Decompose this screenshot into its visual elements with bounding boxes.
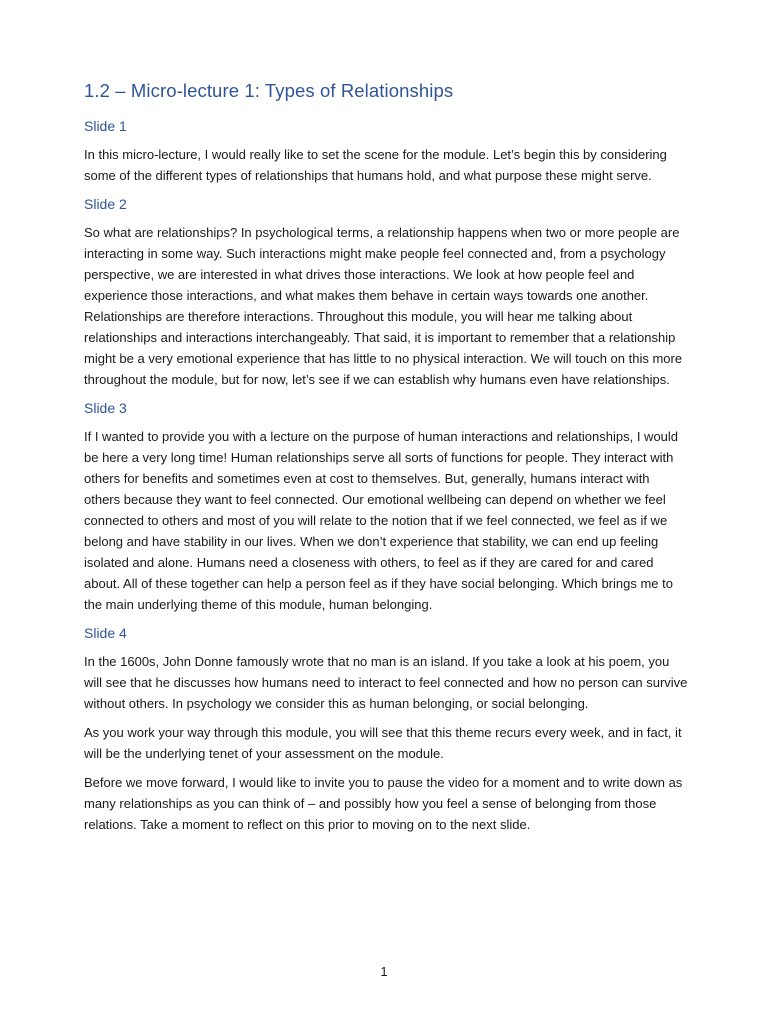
document-page <box>84 78 688 843</box>
paragraph: As you work your way through this module, you will see that this theme recurs every week, and in fact, it will be the underlying tenet of your assessment on the module. <box>84 725 682 761</box>
paragraph: So what are relationships? In psychological terms, a relationship happens when two or more people are interacting in some way. Such interactions might make people feel connected and, from a psychology perspective, we are interested in what drives those interactions. We look at how people feel and experience those interactions, and what makes them behave in certain ways towards one another. Relationships are therefore interactions. Throughout this module, you will hear me talking about relationships and interactions interchangeably. That said, it is important to remember that a relationship might be a very emotional experience that has little to no physical interaction. We will touch on this more throughout the module, but for now, let’s see if we can establish why humans even have relationships. <box>84 225 683 387</box>
slide-heading: Slide 2 <box>84 196 127 212</box>
section-slide-3 <box>84 398 688 615</box>
paragraph: In this micro-lecture, I would really like to set the scene for the module. Let’s begin this by considering some of the different types of relationships that humans hold, and what purpose these might serve. <box>84 147 667 183</box>
slide-heading: Slide 4 <box>84 625 127 641</box>
document-title: 1.2 – Micro-lecture 1: Types of Relationships <box>84 80 454 101</box>
section-slide-1 <box>84 116 688 186</box>
paragraph: Before we move forward, I would like to invite you to pause the video for a moment and to write down as many relationships as you can think of – and possibly how you feel a sense of belonging from those relations. Take a moment to reflect on this prior to moving on to the next slide. <box>84 775 683 832</box>
section-slide-2 <box>84 194 688 390</box>
paragraph: If I wanted to provide you with a lecture on the purpose of human interactions and relationships, I would be here a very long time! Human relationships serve all sorts of functions for people. They interact with others for benefits and sometimes even at cost to themselves. But, generally, humans interact with others because they want to feel connected. Our emotional wellbeing can depend on whether we feel connected to others and most of you will relate to the notion that if we feel connected, we feel as if we belong and have stability in our lives. When we don’t experience that stability, we can end up feeling isolated and alone. Humans need a closeness with others, to feel as if they are cared for and cared about. All of these together can help a person feel as if they have social belonging. Which brings me to the main underlying theme of this module, human belonging. <box>84 429 679 612</box>
page-number: 1 <box>380 964 388 979</box>
slide-heading: Slide 3 <box>84 400 127 416</box>
paragraph: In the 1600s, John Donne famously wrote that no man is an island. If you take a look at his poem, you will see that he discusses how humans need to interact to feel connected and how no person can survive without others. In psychology we consider this as human belonging, or social belonging. <box>84 654 688 711</box>
slide-heading: Slide 1 <box>84 118 127 134</box>
section-slide-4 <box>84 623 688 835</box>
